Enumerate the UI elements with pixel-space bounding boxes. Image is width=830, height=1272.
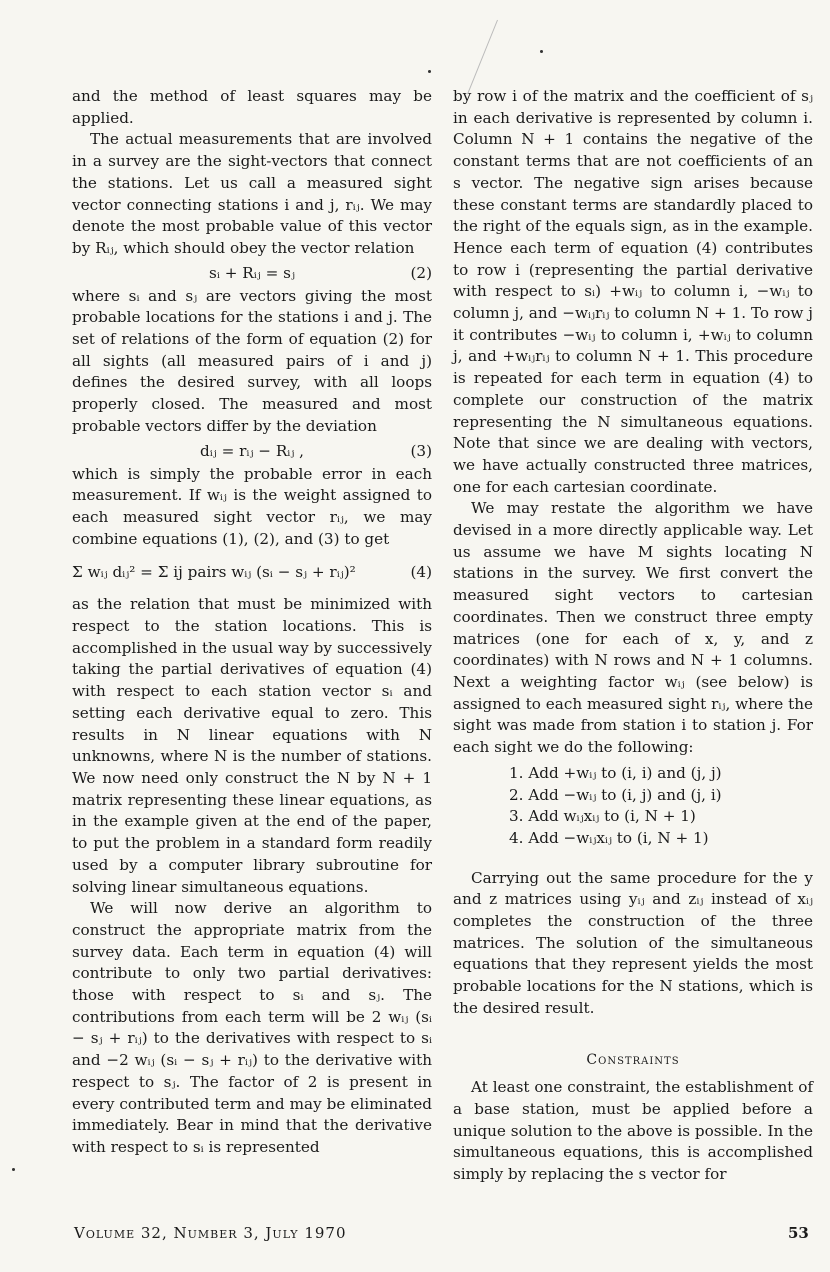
scan-speck (12, 1168, 15, 1171)
footer-journal-info: Volume 32, Number 3, July 1970 (74, 1224, 347, 1242)
scan-pencil-stroke (467, 20, 498, 95)
equation (72, 440, 432, 462)
paragraph: by row i of the matrix and the coefficient of sⱼ in each derivative is represented by column i. Column N + 1 contains the negative of the constant terms that are not coefficients of an s vector. The negative sign arises because these constant terms are standardly placed to the right of the equals sign, as in the example. Hence each term of equation (4) contributes to row i (representing the partial derivative with respect to sᵢ) +wᵢⱼ to column i, −wᵢⱼ to column j, and −wᵢⱼrᵢⱼ to column N + 1. To row j it contributes −wᵢⱼ to column i, +wᵢⱼ to column j, and +wᵢⱼrᵢⱼ to column N + 1. This procedure is repeated for each term in equation (4) to complete our construction of the matrix representing the N simultaneous equations. Note that since we are dealing with vectors, we have actually constructed three matrices, one for each cartesian coordinate. (453, 87, 813, 496)
algorithm-step: 4. Add −wᵢⱼxᵢⱼ to (i, N + 1) (509, 828, 709, 847)
algorithm-step: 1. Add +wᵢⱼ to (i, i) and (j, j) (509, 763, 722, 782)
equation-body: sᵢ + Rᵢⱼ = sⱼ (209, 263, 295, 282)
equation (72, 552, 432, 592)
paragraph: The actual measurements that are involved in a survey are the sight-vectors that connect the stations. Let us call a measured sight vector connecting stations i and j, rᵢⱼ. We may denote the most probable value of this vector by Rᵢⱼ, which should obey the vector relation (72, 130, 432, 257)
right-column (453, 86, 813, 1186)
equation-body: Σ wᵢⱼ dᵢⱼ² = Σ ij pairs wᵢⱼ (sᵢ − sⱼ + rᵢⱼ)² (72, 563, 356, 582)
paragraph: where sᵢ and sⱼ are vectors giving the most probable locations for the stations i and j. The set of relations of the form of equation (2) for all sights (all measured pairs of i and j) defines the desired survey, with all loops properly closed. The measured and most probable vectors differ by the deviation (72, 286, 432, 435)
paragraph: At least one constraint, the establishment of a base station, must be applied before a unique solution to the above is possible. In the simultaneous equations, this is accomplished simply by replacing the s vector for (453, 1078, 813, 1184)
equation-number: (3) (410, 441, 432, 460)
paragraph: Carrying out the same procedure for the y and z matrices using yᵢⱼ and zᵢⱼ instead of xᵢⱼ completes the construction of the three matrices. The solution of the simultaneous equations that they represent yields the most probable locations for the N stations, which is the desired result. (453, 868, 813, 1017)
equation-body: dᵢⱼ = rᵢⱼ − Rᵢⱼ , (199, 441, 305, 460)
equation (72, 262, 432, 284)
paragraph: and the method of least squares may be applied. (72, 87, 432, 127)
section-heading: Constraints (586, 1051, 680, 1068)
algorithm-step: 3. Add wᵢⱼxᵢⱼ to (i, N + 1) (509, 807, 696, 826)
paragraph: We may restate the algorithm we have devised in a more directly applicable way. Let us assume we have M sights locating N stations in the survey. We first convert the measured sight vectors to cartesian coordinates. Then we construct three empty matrices (one for each of x, y, and z coordinates) with N rows and N + 1 columns. Next a weighting factor wᵢⱼ (see below) is assigned to each measured sight rᵢⱼ, where the sight was made from station i to station j. For each sight we do the following: (453, 499, 813, 757)
left-column (72, 86, 432, 1159)
footer-page-number: 53 (788, 1224, 809, 1242)
algorithm-steps (509, 763, 813, 850)
paragraph: as the relation that must be minimized with respect to the station locations. This is accomplished in the usual way by successively taking the partial derivatives of equation (4) with respect to each station vector sᵢ and setting each derivative equal to zero. This results in N linear equations with N unknowns, where N is the number of stations. We now need only construct the N by N + 1 matrix representing these linear equations, as in the example given at the end of the paper, to put the problem in a standard form readily used by a computer library subroutine for solving linear simultaneous equations. (72, 595, 432, 896)
scan-speck (428, 70, 431, 73)
equation-number: (4) (410, 563, 432, 582)
scan-speck (540, 50, 543, 53)
algorithm-step: 2. Add −wᵢⱼ to (i, j) and (j, i) (509, 785, 722, 804)
paragraph: which is simply the probable error in each measurement. If wᵢⱼ is the weight assigned to each measured sight vector rᵢⱼ, we may combine equations (1), (2), and (3) to get (72, 464, 432, 548)
paragraph: We will now derive an algorithm to construct the appropriate matrix from the survey data. Each term in equation (4) will contribute to only two partial derivatives: those with respect to sᵢ and sⱼ. The contributions from each term will be 2 wᵢⱼ (sᵢ − sⱼ + rᵢⱼ) to the derivatives with respect to sᵢ and −2 wᵢⱼ (sᵢ − sⱼ + rᵢⱼ) to the derivative with respect to sⱼ. The factor of 2 is present in every contributed term and may be eliminated immediately. Bear in mind that the derivative with respect to sᵢ is represented (72, 899, 432, 1156)
equation-number: (2) (410, 263, 432, 282)
